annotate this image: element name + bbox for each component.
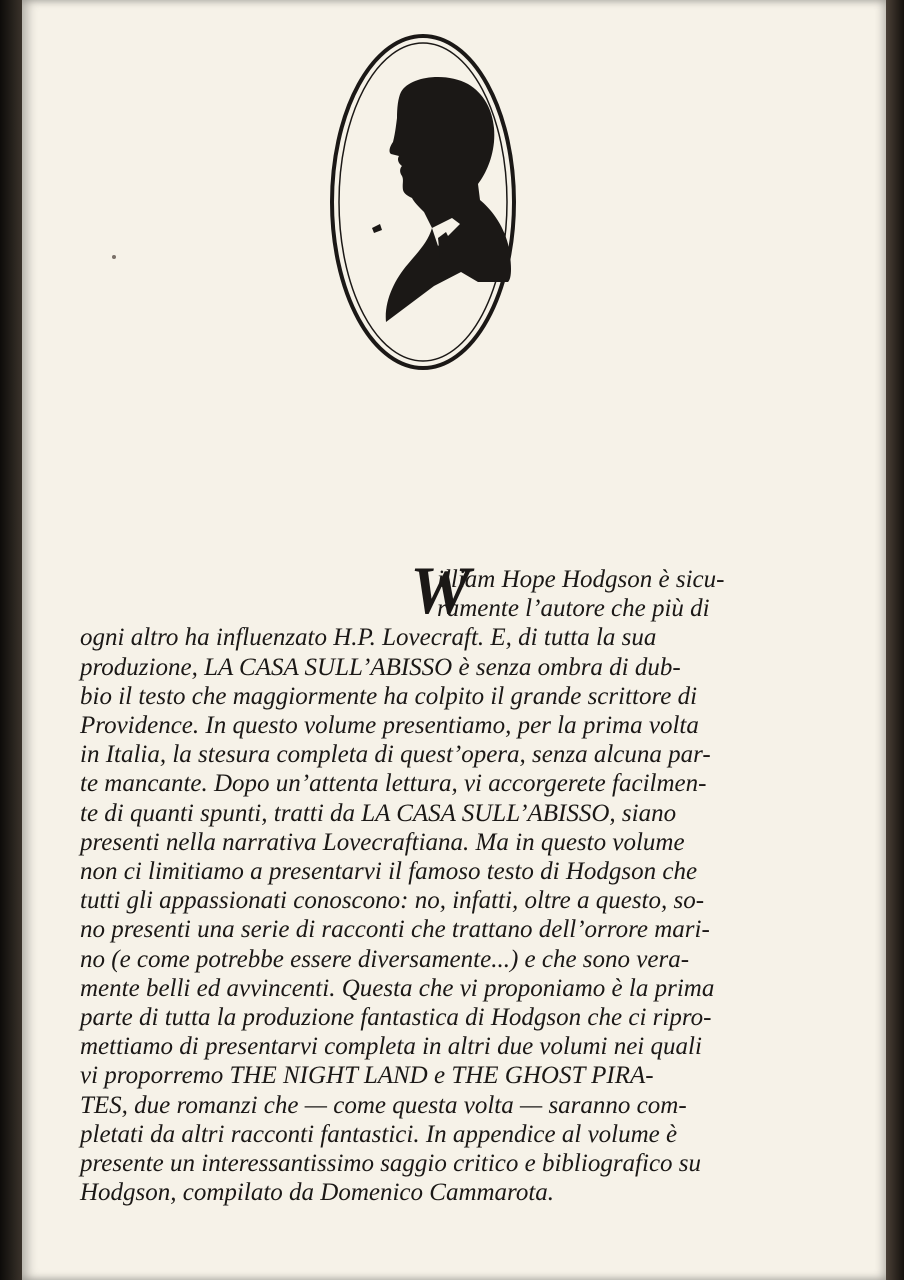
right-binding-edge — [886, 0, 904, 1280]
paper-speck — [112, 255, 116, 259]
blurb-line: illiam Hope Hodgson è sicu- — [437, 566, 725, 593]
blurb-line: no (e come potrebbe essere diversamente...) e che sono vera- — [80, 945, 690, 973]
blurb-line: TES, due romanzi che — come questa volta — saranno com- — [80, 1091, 687, 1119]
blurb-line: pletati da altri racconti fantastici. In appendice al volume è — [80, 1120, 678, 1148]
blurb-line: produzione, LA CASA SULL’ABISSO è senza ombra di dub- — [80, 653, 681, 681]
blurb-line: presente un interessantissimo saggio critico e bibliografico su — [80, 1150, 702, 1178]
blurb-line: ramente l’autore che più di — [437, 595, 710, 623]
drop-cap: W — [410, 552, 471, 628]
blurb-line: bio il testo che maggiormente ha colpito il grande scrittore di — [80, 682, 698, 710]
blurb-line: vi proporremo THE NIGHT LAND e THE GHOST PIRA- — [80, 1062, 654, 1090]
blurb-line: te di quanti spunti, tratti da LA CASA SULL’ABISSO, siano — [80, 799, 677, 827]
blurb-line: parte di tutta la produzione fantastica di Hodgson che ci ripro- — [80, 1004, 712, 1032]
blurb-line: in Italia, la stesura completa di quest’opera, senza alcuna par- — [80, 741, 711, 769]
left-binding-edge — [0, 0, 22, 1280]
blurb-line: Providence. In questo volume presentiamo, per la prima volta — [80, 712, 699, 740]
blurb-line: no presenti una serie di racconti che trattano dell’orrore mari- — [80, 916, 710, 944]
blurb-line: Hodgson, compilato da Domenico Cammarota. — [80, 1179, 555, 1207]
blurb-line: ogni altro ha influenzato H.P. Lovecraft. E, di tutta la sua — [80, 624, 657, 652]
blurb-line: presenti nella narrativa Lovecraftiana. Ma in questo volume — [80, 828, 685, 856]
blurb-line: mente belli ed avvincenti. Questa che vi proponiamo è la prima — [80, 974, 715, 1002]
blurb-line: tutti gli appassionati conoscono: no, infatti, oltre a questo, so- — [80, 887, 705, 915]
blurb-line: mettiamo di presentarvi completa in altri due volumi nei quali — [80, 1033, 702, 1061]
silhouette-profile-icon — [328, 32, 518, 372]
blurb-line: te mancante. Dopo un’attenta lettura, vi accorgerete facilmen- — [80, 770, 707, 798]
blurb-line: non ci limitiamo a presentarvi il famoso testo di Hodgson che — [80, 858, 698, 886]
blurb-paragraph — [80, 565, 800, 1207]
